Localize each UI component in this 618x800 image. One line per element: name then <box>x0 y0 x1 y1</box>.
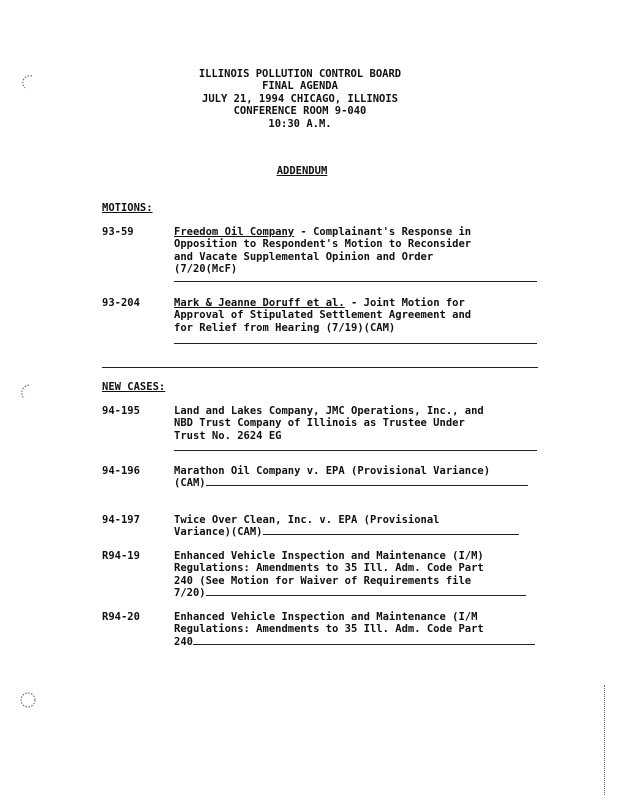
meeting-room: CONFERENCE ROOM 9-040 <box>233 105 367 118</box>
section-divider <box>102 367 538 368</box>
party-name: Mark & Jeanne Doruff et al. <box>174 297 345 309</box>
punch-hole-icon <box>18 690 38 710</box>
docket-number: 94-196 <box>102 465 140 477</box>
item-description: Twice Over Clean, Inc. v. EPA (Provisional Variance)(CAM) <box>174 514 544 539</box>
item-description: Marathon Oil Company v. EPA (Provisional Variance) (CAM) <box>174 465 544 490</box>
docket-number: 94-197 <box>102 514 140 526</box>
agenda-header <box>100 68 500 130</box>
meeting-time: 10:30 A.M. <box>268 117 332 130</box>
signature-line <box>263 533 519 535</box>
docket-number: 94-195 <box>102 405 140 417</box>
punch-hole-icon <box>20 74 36 90</box>
signature-line <box>174 450 537 451</box>
item-description: Mark & Jeanne Doruff et al. - Joint Motion for Approval of Stipulated Settlement Agreement and for Relief from Hearing (7/19)(CAM) <box>174 297 472 334</box>
addendum-heading: ADDENDUM <box>276 165 328 177</box>
item-description: Land and Lakes Company, JMC Operations, Inc., and NBD Trust Company of Illinois as Trustee Under Trust No. 2624 EG <box>174 405 484 442</box>
meeting-date-location: JULY 21, 1994 CHICAGO, ILLINOIS <box>202 92 398 105</box>
signature-line <box>174 281 537 282</box>
signature-line <box>193 643 535 645</box>
docket-number: R94-20 <box>102 611 140 623</box>
new-cases-heading: NEW CASES: <box>102 381 166 393</box>
item-description: Enhanced Vehicle Inspection and Maintenance (I/M Regulations: Amendments to 35 Ill. Adm. Code Part 240 <box>174 611 544 648</box>
agenda-title: FINAL AGENDA <box>262 80 338 93</box>
motions-heading: MOTIONS: <box>102 202 153 214</box>
signature-line <box>206 594 526 596</box>
board-name: ILLINOIS POLLUTION CONTROL BOARD <box>198 68 402 80</box>
party-name: Freedom Oil Company <box>174 226 295 238</box>
signature-line <box>206 484 528 486</box>
item-description: Enhanced Vehicle Inspection and Maintenance (I/M) Regulations: Amendments to 35 Ill. Adm. Code Part 240 (See Motion for Waiver of Requirements file 7/20) <box>174 550 544 599</box>
signature-line <box>174 343 537 344</box>
item-description: Freedom Oil Company - Complainant's Response in Opposition to Respondent's Motion to Reconsider and Vacate Supplemental Opinion and Order (7/20(McF) <box>174 226 472 275</box>
docket-number: 93-204 <box>102 297 140 309</box>
docket-number: 93-59 <box>102 226 134 238</box>
docket-number: R94-19 <box>102 550 140 562</box>
scan-edge-mark <box>604 685 605 795</box>
punch-hole-icon <box>18 384 34 400</box>
